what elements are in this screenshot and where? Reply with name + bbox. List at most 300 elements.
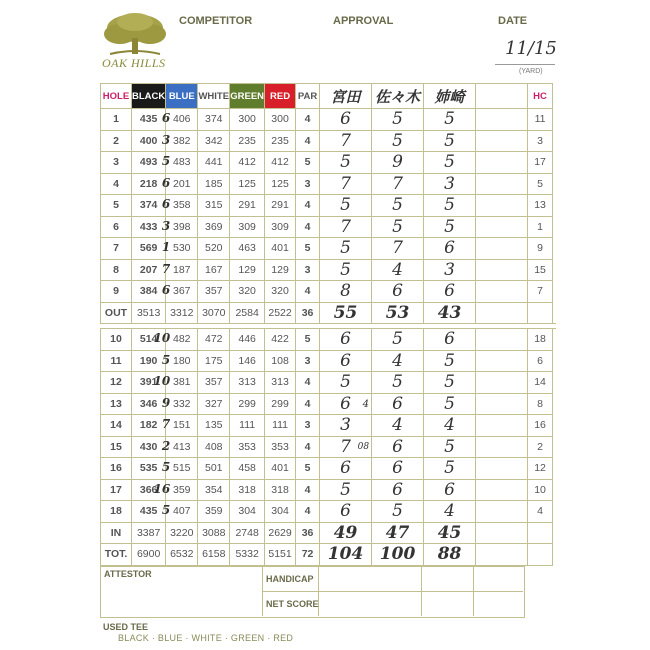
hole-row <box>101 238 556 260</box>
black-yardage <box>132 130 171 152</box>
in-row-black: 3387 <box>132 522 166 544</box>
par-value: 4 <box>296 130 320 152</box>
par-value: 3 <box>296 350 320 372</box>
in-row-score <box>372 522 424 544</box>
handwritten-mark: 10 <box>153 374 171 388</box>
player-score <box>424 393 476 415</box>
black-yardage <box>132 109 171 131</box>
total-row-score <box>372 544 424 566</box>
gap-col <box>553 84 556 109</box>
player-score <box>372 415 424 437</box>
green-yardage: 111 <box>230 415 265 437</box>
par-value: 4 <box>296 393 320 415</box>
hole-number: 14 <box>101 415 132 437</box>
score-value: 6 <box>392 479 403 500</box>
green-yardage: 146 <box>230 350 265 372</box>
white-yardage: 369 <box>198 216 230 238</box>
extra-score-cell <box>476 458 528 480</box>
score-value: 8 <box>340 281 351 302</box>
score-value: 45 <box>437 522 462 543</box>
black-yardage-value: 400 <box>139 134 158 147</box>
extra-score-cell <box>476 259 528 281</box>
black-yardage <box>132 195 171 217</box>
white-yardage: 175 <box>198 350 230 372</box>
total-row-green: 5332 <box>230 544 265 566</box>
club-name: OAK HILLS <box>102 56 166 70</box>
scorecard-table <box>100 83 556 566</box>
handicap-index: 8 <box>528 393 553 415</box>
black-yardage-value: 384 <box>139 285 158 298</box>
green-yardage: 300 <box>230 109 265 131</box>
player-score <box>424 458 476 480</box>
attestor-label: ATTESTOR <box>104 569 152 579</box>
handwritten-mark: 16 <box>153 481 171 496</box>
player-name-2 <box>372 84 424 109</box>
score-value: 5 <box>340 372 351 393</box>
hc-empty <box>528 302 553 324</box>
handicap-index: 2 <box>528 436 553 458</box>
green-yardage: 291 <box>230 195 265 217</box>
black-yardage-value: 346 <box>139 397 158 410</box>
blue-yardage: 358 <box>166 195 198 217</box>
par-value: 5 <box>296 458 320 480</box>
green-yardage: 304 <box>230 501 265 523</box>
in-row-score <box>424 522 476 544</box>
hole-number: 6 <box>101 216 132 238</box>
score-value: 4 <box>392 415 403 436</box>
player-score <box>424 216 476 238</box>
handicap-index: 1 <box>528 216 553 238</box>
total-row-blue: 6532 <box>166 544 198 566</box>
black-yardage <box>132 393 171 415</box>
total-row-label: TOT. <box>101 544 132 566</box>
white-yardage: 520 <box>198 238 230 260</box>
handwritten-mark: 10 <box>153 331 171 345</box>
in-row-score <box>320 522 372 544</box>
extra-score-cell <box>476 130 528 152</box>
hole-row <box>101 458 556 480</box>
black-yardage-value: 391 <box>139 376 158 389</box>
green-yardage: 125 <box>230 173 265 195</box>
handwritten-mark: 7 <box>161 261 171 276</box>
black-yardage <box>132 259 171 281</box>
col-line-1 <box>369 566 422 616</box>
hole-number: 15 <box>101 436 132 458</box>
player-score <box>372 130 424 152</box>
player-score <box>320 152 372 174</box>
used-tee-label: USED TEE <box>103 622 149 632</box>
player-score <box>320 372 372 394</box>
out-row-white: 3070 <box>198 302 230 324</box>
score-value: 104 <box>327 544 364 565</box>
score-value: 6 <box>392 458 403 479</box>
player-name-1 <box>320 84 372 109</box>
score-value: 7 <box>340 436 351 457</box>
red-yardage: 299 <box>265 393 296 415</box>
score-value: 5 <box>392 372 403 393</box>
hole-row <box>101 501 556 523</box>
red-yardage: 235 <box>265 130 296 152</box>
hole-row <box>101 329 556 351</box>
handicap-index: 10 <box>528 479 553 501</box>
player-score <box>372 281 424 303</box>
score-value: 7 <box>392 173 403 194</box>
hc-empty <box>528 544 553 566</box>
handicap-index: 16 <box>528 415 553 437</box>
extra-score-cell <box>476 281 528 303</box>
extra-score-cell <box>476 522 528 544</box>
score-value: 3 <box>340 415 351 436</box>
green-yardage: 446 <box>230 329 265 351</box>
par-value: 5 <box>296 238 320 260</box>
total-row-white: 6158 <box>198 544 230 566</box>
score-value: 47 <box>385 522 410 543</box>
score-value: 43 <box>437 302 462 323</box>
score-value: 5 <box>340 259 351 280</box>
out-row-black: 3513 <box>132 302 166 324</box>
par-value: 4 <box>296 501 320 523</box>
in-row-blue: 3220 <box>166 522 198 544</box>
player-score <box>320 259 372 281</box>
hc-empty <box>528 522 553 544</box>
score-value: 6 <box>392 281 403 302</box>
gap-col <box>553 238 556 260</box>
handicap-index: 12 <box>528 458 553 480</box>
score-value: 5 <box>444 195 455 216</box>
handwritten-mark: 6 <box>161 111 171 125</box>
yard-label: (YARD) <box>519 68 543 75</box>
total-row-score <box>320 544 372 566</box>
green-yardage: 458 <box>230 458 265 480</box>
score-value: 4 <box>392 259 403 280</box>
black-yardage <box>132 415 171 437</box>
gap-col <box>553 372 556 394</box>
score-annotation: 4 <box>362 398 370 410</box>
total-row <box>101 544 556 566</box>
player-score <box>320 173 372 195</box>
player-score <box>320 195 372 217</box>
black-yardage <box>132 372 171 394</box>
blue-yardage: 332 <box>166 393 198 415</box>
white-yardage: 135 <box>198 415 230 437</box>
white-yardage: 357 <box>198 281 230 303</box>
black-yardage <box>132 458 171 480</box>
score-value: 5 <box>392 501 403 522</box>
red-yardage: 108 <box>265 350 296 372</box>
score-value: 5 <box>392 216 403 237</box>
player-score <box>424 329 476 351</box>
in-row-red: 2629 <box>265 522 296 544</box>
black-yardage-value: 182 <box>139 419 158 432</box>
black-yardage <box>132 501 171 523</box>
black-yardage-value: 374 <box>139 199 158 212</box>
player-score <box>320 109 372 131</box>
in-row-label: IN <box>101 522 132 544</box>
out-row-green: 2584 <box>230 302 265 324</box>
extra-score-cell <box>476 216 528 238</box>
black-yardage-value: 514 <box>139 333 158 346</box>
blue-yardage: 180 <box>166 350 198 372</box>
player-name-3 <box>424 84 476 109</box>
total-row-red: 5151 <box>265 544 296 566</box>
in-row <box>101 522 556 544</box>
score-value: 5 <box>340 195 351 216</box>
score-value: 6 <box>444 281 455 302</box>
score-value: 5 <box>340 152 351 173</box>
col-header-white: WHITE <box>198 84 230 109</box>
player-score <box>372 173 424 195</box>
handwritten-mark: 9 <box>161 395 171 410</box>
score-value: 6 <box>444 329 455 350</box>
green-yardage: 318 <box>230 479 265 501</box>
col-header-par: PAR <box>296 84 320 109</box>
in-row-green: 2748 <box>230 522 265 544</box>
competitor-label: COMPETITOR <box>179 15 253 27</box>
hole-row <box>101 415 556 437</box>
hole-row <box>101 173 556 195</box>
score-value: 5 <box>444 216 455 237</box>
handwritten-mark: 6 <box>161 175 171 190</box>
gap-col <box>553 436 556 458</box>
hole-row <box>101 152 556 174</box>
score-value: 9 <box>392 152 403 173</box>
black-yardage-value: 190 <box>139 354 158 367</box>
handicap-index: 5 <box>528 173 553 195</box>
extra-score-cell <box>476 238 528 260</box>
player-score <box>372 259 424 281</box>
out-row-blue: 3312 <box>166 302 198 324</box>
red-yardage: 111 <box>265 415 296 437</box>
black-yardage <box>132 479 171 501</box>
white-yardage: 357 <box>198 372 230 394</box>
player-name: 佐々木 <box>375 87 421 106</box>
gap-col <box>553 302 556 324</box>
black-yardage-value: 535 <box>139 462 158 475</box>
blue-yardage: 382 <box>166 130 198 152</box>
green-yardage: 299 <box>230 393 265 415</box>
blue-yardage: 407 <box>166 501 198 523</box>
white-yardage: 315 <box>198 195 230 217</box>
out-row-score <box>320 302 372 324</box>
handwritten-mark: 6 <box>161 197 171 211</box>
player-name: 姉崎 <box>434 87 465 106</box>
score-value: 5 <box>444 393 455 414</box>
score-value: 7 <box>340 216 351 237</box>
red-yardage: 412 <box>265 152 296 174</box>
header-row <box>101 84 556 109</box>
gap-col <box>553 522 556 544</box>
handwritten-mark: 3 <box>161 218 171 233</box>
hole-number: 1 <box>101 109 132 131</box>
extra-score-cell <box>476 152 528 174</box>
player-score <box>424 238 476 260</box>
black-yardage-value: 366 <box>139 483 158 496</box>
handicap-index: 13 <box>528 195 553 217</box>
white-yardage: 472 <box>198 329 230 351</box>
extra-score-cell <box>476 415 528 437</box>
player-score <box>372 393 424 415</box>
white-yardage: 374 <box>198 109 230 131</box>
hole-row <box>101 436 556 458</box>
blue-yardage: 483 <box>166 152 198 174</box>
white-yardage: 359 <box>198 501 230 523</box>
red-yardage: 401 <box>265 458 296 480</box>
handwritten-mark: 5 <box>161 154 171 168</box>
extra-score-cell <box>476 109 528 131</box>
date-label: DATE <box>498 15 528 27</box>
black-yardage <box>132 152 171 174</box>
white-yardage: 185 <box>198 173 230 195</box>
score-value: 5 <box>444 152 455 173</box>
total-row-par: 72 <box>296 544 320 566</box>
player-score <box>372 350 424 372</box>
hole-number: 12 <box>101 372 132 394</box>
handwritten-mark: 5 <box>161 503 171 517</box>
blue-yardage: 367 <box>166 281 198 303</box>
hole-number: 17 <box>101 479 132 501</box>
green-yardage: 353 <box>230 436 265 458</box>
score-value: 3 <box>444 259 455 280</box>
blue-yardage: 187 <box>166 259 198 281</box>
handwritten-mark: 6 <box>161 283 171 297</box>
score-value: 5 <box>444 372 455 393</box>
player-score <box>320 479 372 501</box>
score-value: 5 <box>392 109 403 130</box>
score-value: 7 <box>340 173 351 194</box>
player-score <box>320 329 372 351</box>
extra-score-cell <box>476 393 528 415</box>
player-score <box>424 173 476 195</box>
handwritten-mark: 7 <box>161 417 171 431</box>
extra-score-cell <box>476 372 528 394</box>
player-score <box>320 238 372 260</box>
extra-score-cell <box>476 479 528 501</box>
hole-row <box>101 372 556 394</box>
score-value: 5 <box>444 130 455 151</box>
player-score <box>320 415 372 437</box>
red-yardage: 125 <box>265 173 296 195</box>
gap-col <box>553 173 556 195</box>
score-value: 6 <box>340 458 351 479</box>
score-value: 6 <box>340 109 351 130</box>
score-value: 6 <box>444 479 455 500</box>
score-value: 4 <box>392 350 403 371</box>
hole-row <box>101 259 556 281</box>
gap-col <box>553 544 556 566</box>
out-row-label: OUT <box>101 302 132 324</box>
score-value: 5 <box>444 350 455 371</box>
score-value: 6 <box>340 350 351 371</box>
blue-yardage: 398 <box>166 216 198 238</box>
player-score <box>424 281 476 303</box>
player-score <box>320 458 372 480</box>
score-value: 5 <box>444 458 455 479</box>
player-score <box>372 195 424 217</box>
red-yardage: 129 <box>265 259 296 281</box>
score-value: 49 <box>333 522 358 543</box>
out-row-red: 2522 <box>265 302 296 324</box>
col-header-red: RED <box>265 84 296 109</box>
extra-score-col-header <box>476 84 528 109</box>
red-yardage: 309 <box>265 216 296 238</box>
white-yardage: 327 <box>198 393 230 415</box>
hole-number: 3 <box>101 152 132 174</box>
extra-score-cell <box>476 195 528 217</box>
score-value: 5 <box>444 109 455 130</box>
par-value: 4 <box>296 479 320 501</box>
out-row <box>101 302 556 324</box>
player-score <box>424 350 476 372</box>
blue-yardage: 482 <box>166 329 198 351</box>
out-row-score <box>424 302 476 324</box>
blue-yardage: 201 <box>166 173 198 195</box>
player-score <box>372 436 424 458</box>
red-yardage: 318 <box>265 479 296 501</box>
player-score <box>372 238 424 260</box>
handicap-index: 11 <box>528 109 553 131</box>
score-value: 53 <box>385 302 410 323</box>
green-yardage: 309 <box>230 216 265 238</box>
hole-row <box>101 216 556 238</box>
black-yardage <box>132 329 171 351</box>
par-value: 5 <box>296 152 320 174</box>
score-value: 5 <box>340 479 351 500</box>
player-score <box>424 259 476 281</box>
gap-col <box>553 259 556 281</box>
gap-col <box>553 109 556 131</box>
out-row-score <box>372 302 424 324</box>
black-yardage <box>132 238 171 260</box>
player-score <box>424 415 476 437</box>
par-value: 3 <box>296 259 320 281</box>
par-value: 4 <box>296 195 320 217</box>
in-row-par: 36 <box>296 522 320 544</box>
handicap-index: 6 <box>528 350 553 372</box>
player-score <box>372 501 424 523</box>
in-row-white: 3088 <box>198 522 230 544</box>
blue-yardage: 413 <box>166 436 198 458</box>
red-yardage: 320 <box>265 281 296 303</box>
hole-row <box>101 195 556 217</box>
score-value: 4 <box>444 415 455 436</box>
white-yardage: 354 <box>198 479 230 501</box>
score-value: 6 <box>340 329 351 350</box>
hole-row <box>101 281 556 303</box>
white-yardage: 408 <box>198 436 230 458</box>
handwritten-mark: 5 <box>161 460 171 474</box>
black-yardage-value: 569 <box>139 242 158 255</box>
player-score <box>372 372 424 394</box>
player-score <box>424 130 476 152</box>
handicap-index: 17 <box>528 152 553 174</box>
gap-col <box>553 281 556 303</box>
handwritten-mark: 1 <box>161 240 171 254</box>
player-score <box>424 372 476 394</box>
white-yardage: 342 <box>198 130 230 152</box>
green-yardage: 129 <box>230 259 265 281</box>
score-value: 7 <box>392 238 403 259</box>
white-yardage: 441 <box>198 152 230 174</box>
player-score <box>424 109 476 131</box>
score-annotation: 08 <box>357 441 370 452</box>
handicap-index: 9 <box>528 238 553 260</box>
red-yardage: 291 <box>265 195 296 217</box>
hole-number: 7 <box>101 238 132 260</box>
black-yardage-value: 218 <box>139 177 158 190</box>
total-row-score <box>424 544 476 566</box>
hole-number: 2 <box>101 130 132 152</box>
handicap-index: 7 <box>528 281 553 303</box>
